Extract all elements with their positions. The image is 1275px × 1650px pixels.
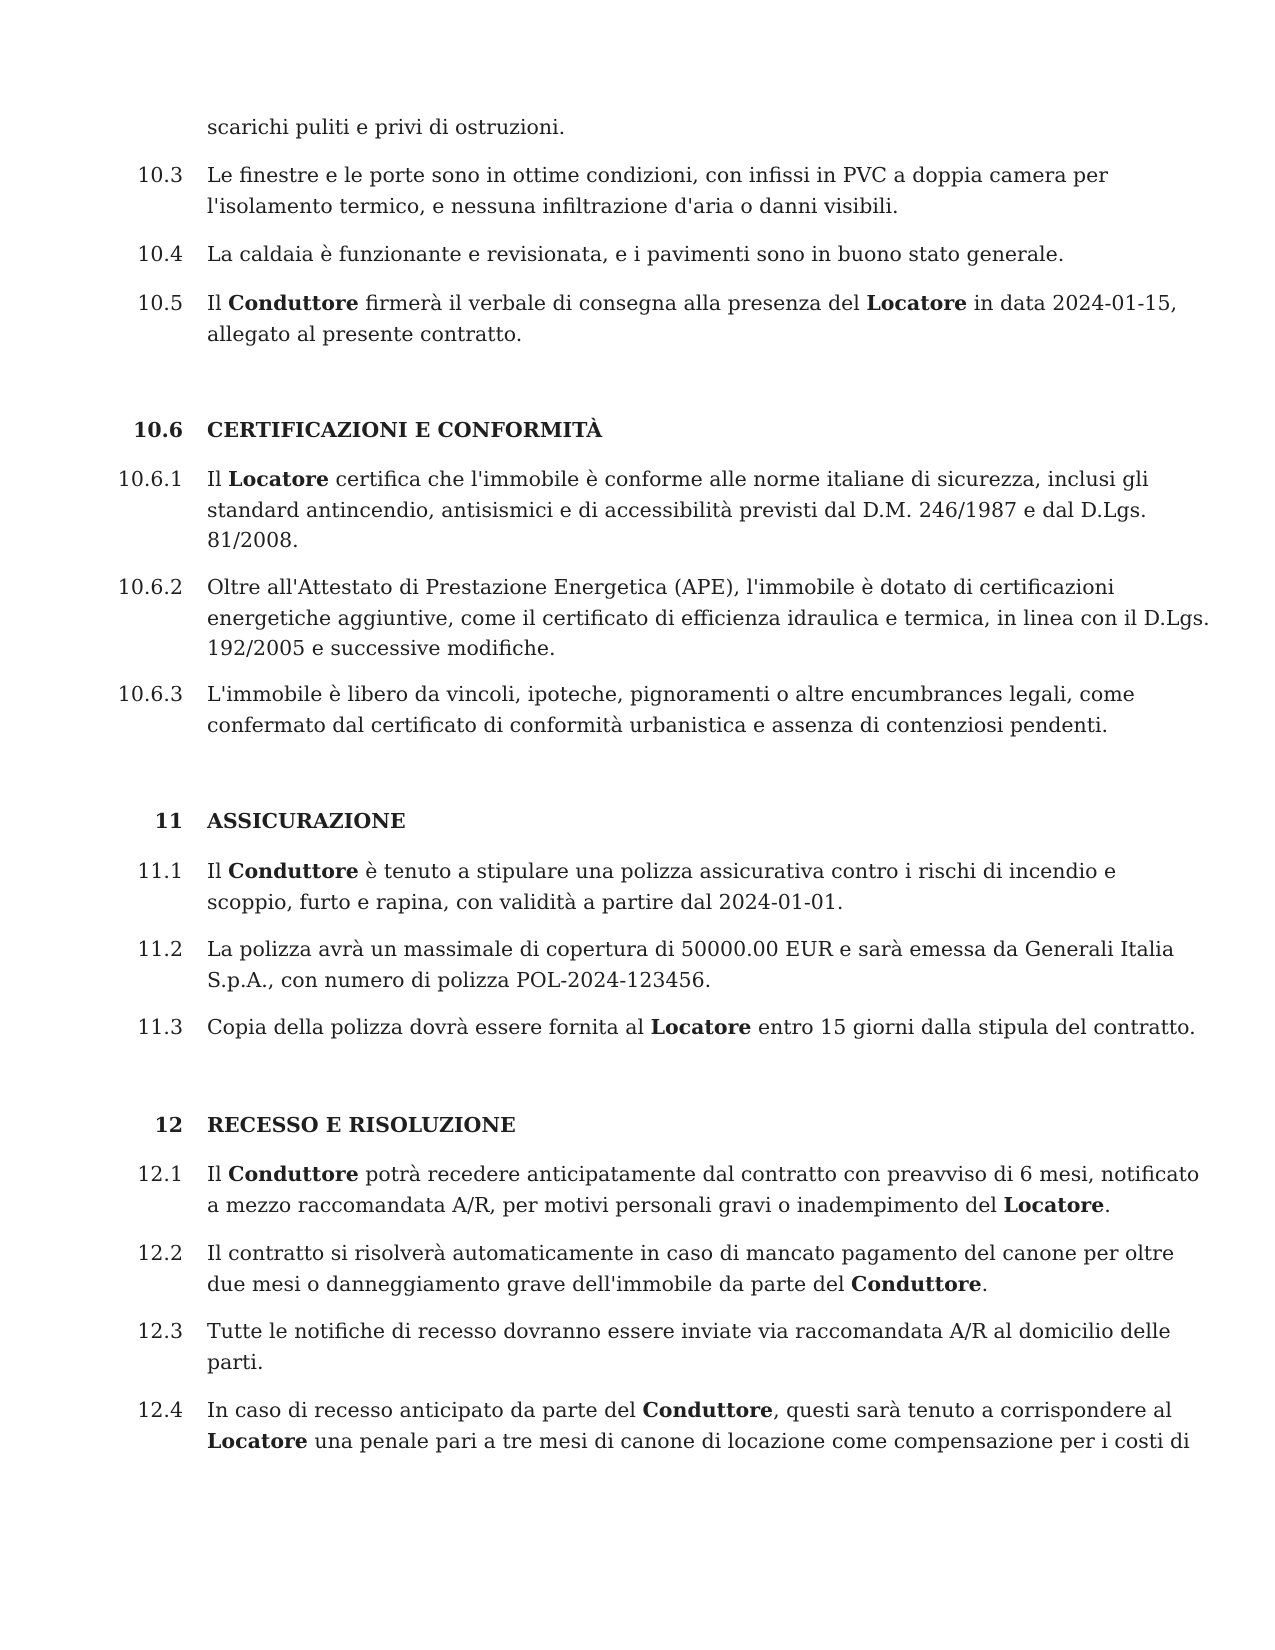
text-line — [207, 1238, 1175, 1269]
text-line — [207, 806, 1137, 837]
clause-number: 12.2 — [137, 1241, 183, 1265]
text-line — [207, 1110, 1137, 1141]
section-title — [207, 1110, 1137, 1141]
section-title — [207, 806, 1137, 837]
clause-text — [207, 1316, 1171, 1377]
text-run: Le finestre e le porte sono in ottime condizioni, con infissi in PVC a doppia camera per — [207, 163, 1109, 187]
text-line — [207, 1269, 1137, 1300]
clause-text — [207, 679, 1137, 740]
text-line — [207, 1190, 1137, 1221]
party-name: Locatore — [866, 291, 968, 315]
text-run: RECESSO E RISOLUZIONE — [207, 1113, 516, 1137]
clause-text — [207, 112, 1137, 143]
text-line — [207, 415, 1137, 446]
section-number: 12 — [154, 1113, 183, 1137]
clause-text — [207, 572, 1210, 664]
clause-text — [207, 1395, 1190, 1456]
text-line — [207, 288, 1178, 319]
clause-text — [207, 1238, 1175, 1299]
section-number: 11 — [154, 809, 183, 833]
party-name: Conduttore — [228, 859, 359, 883]
text-run: scarichi puliti e privi di ostruzioni. — [207, 115, 566, 139]
text-line — [207, 191, 1137, 222]
text-run: confermato dal certificato di conformità urbanistica e assenza di contenziosi pendenti. — [207, 712, 1109, 737]
text-run: L'immobile è libero da vincoli, ipoteche, pignoramenti o altre encumbrances legali, come — [207, 682, 1135, 706]
text-run: Il — [207, 859, 229, 883]
clause-text — [207, 288, 1178, 349]
clause-text — [207, 239, 1137, 270]
clause-text — [207, 934, 1175, 995]
clause-number: 10.5 — [137, 291, 183, 315]
text-run: Il — [207, 1162, 229, 1186]
text-run: Il — [207, 467, 229, 491]
text-line — [207, 572, 1137, 603]
clause-number: 10.4 — [137, 242, 183, 266]
text-line — [207, 1347, 1137, 1378]
text-run: parti. — [207, 1349, 264, 1374]
party-name: Conduttore — [228, 1162, 359, 1186]
text-run: Il — [207, 291, 229, 315]
text-run: . — [981, 1271, 989, 1296]
text-run: ASSICURAZIONE — [207, 809, 406, 833]
party-name: Locatore — [207, 1428, 308, 1453]
text-run: in data 2024-01-15, — [967, 291, 1178, 315]
text-run: standard antincendio, antisismici e di accessibilità previsti dal D.M. 246/1987 e dal D.Lgs. — [207, 497, 1147, 522]
text-line — [207, 603, 1210, 634]
text-line — [207, 1159, 1200, 1190]
text-line — [207, 934, 1175, 965]
text-line — [207, 464, 1149, 495]
text-line — [207, 1395, 1172, 1426]
text-run: una penale pari a tre mesi di canone di locazione come compensazione per i costi di — [307, 1428, 1190, 1453]
text-run: 192/2005 e successive modifiche. — [207, 636, 556, 660]
section-number: 10.6 — [133, 418, 183, 442]
text-line — [207, 965, 1137, 996]
text-run: Tutte le notifiche di recesso dovranno essere inviate via raccomandata A/R al domicilio delle — [207, 1319, 1171, 1343]
text-run: CERTIFICAZIONI E CONFORMITÀ — [207, 418, 603, 442]
text-run: certifica che l'immobile è conforme alle norme italiane di sicurezza, inclusi gli — [329, 467, 1149, 491]
text-line — [207, 525, 1137, 556]
clause-text — [207, 160, 1137, 221]
party-name: Conduttore — [228, 291, 359, 315]
clause-text — [207, 1159, 1200, 1220]
text-run: entro 15 giorni dalla stipula del contratto. — [751, 1015, 1196, 1039]
text-run: , questi sarà tenuto a corrispondere al — [773, 1398, 1172, 1422]
clause-number: 11.2 — [137, 937, 183, 961]
text-run: 81/2008. — [207, 528, 299, 552]
party-name: Locatore — [650, 1015, 752, 1039]
text-line — [207, 633, 1137, 664]
clause-text — [207, 464, 1149, 556]
text-run: è tenuto a stipulare una polizza assicurativa contro i rischi di incendio e — [358, 859, 1117, 883]
text-run: allegato al presente contratto. — [207, 321, 523, 346]
text-run: due mesi o danneggiamento grave dell'immobile da parte del — [207, 1271, 852, 1296]
text-run: In caso di recesso anticipato da parte del — [207, 1398, 643, 1422]
text-line — [207, 1316, 1171, 1347]
text-run: potrà recedere anticipatamente dal contratto con preavviso di 6 mesi, notificato — [358, 1162, 1200, 1186]
text-line — [207, 856, 1137, 887]
clause-number: 11.3 — [137, 1015, 183, 1039]
text-run: energetiche aggiuntive, come il certificato di efficienza idraulica e termica, in linea con il D.Lgs. — [207, 605, 1210, 630]
party-name: Conduttore — [851, 1271, 982, 1296]
text-line — [207, 887, 1137, 918]
text-run: La polizza avrà un massimale di copertura di 50000.00 EUR e sarà emessa da Generali Italia — [207, 937, 1175, 961]
text-run: Oltre all'Attestato di Prestazione Energetica (APE), l'immobile è dotato di certificazioni — [207, 575, 1115, 599]
text-run: firmerà il verbale di consegna alla presenza del — [358, 291, 867, 315]
party-name: Locatore — [228, 467, 330, 491]
clause-number: 10.6.2 — [117, 575, 183, 599]
text-run: l'isolamento termico, e nessuna infiltrazione d'aria o danni visibili. — [207, 193, 899, 218]
text-line — [207, 319, 1137, 350]
text-line — [207, 1426, 1190, 1457]
clause-number: 10.3 — [137, 163, 183, 187]
text-line — [207, 710, 1137, 741]
clause-text — [207, 856, 1137, 917]
text-run: Il contratto si risolverà automaticamente in caso di mancato pagamento del canone per oltre — [207, 1241, 1175, 1265]
text-run: La caldaia è funzionante e revisionata, e i pavimenti sono in buono stato generale. — [207, 242, 1065, 266]
text-run: . — [1104, 1192, 1111, 1217]
text-run: a mezzo raccomandata A/R, per motivi personali gravi o inadempimento del — [207, 1192, 1004, 1217]
text-run: scoppio, furto e rapina, con validità a partire dal 2024-01-01. — [207, 889, 844, 914]
section-title — [207, 415, 1137, 446]
text-line — [207, 160, 1137, 191]
clause-text — [207, 1012, 1196, 1043]
clause-number: 12.4 — [137, 1398, 183, 1422]
clause-number: 11.1 — [137, 859, 183, 883]
clause-number: 12.1 — [137, 1162, 183, 1186]
clause-number: 10.6.1 — [117, 467, 183, 491]
clause-number: 10.6.3 — [117, 682, 183, 706]
party-name: Locatore — [1003, 1192, 1105, 1217]
text-line — [207, 495, 1147, 526]
text-line — [207, 679, 1137, 710]
text-line — [207, 1012, 1196, 1043]
text-run: S.p.A., con numero di polizza POL-2024-123456. — [207, 967, 712, 992]
text-line — [207, 239, 1137, 270]
text-run: Copia della polizza dovrà essere fornita al — [207, 1015, 651, 1039]
clause-number: 12.3 — [137, 1319, 183, 1343]
party-name: Conduttore — [642, 1398, 774, 1422]
text-line — [207, 112, 1137, 143]
